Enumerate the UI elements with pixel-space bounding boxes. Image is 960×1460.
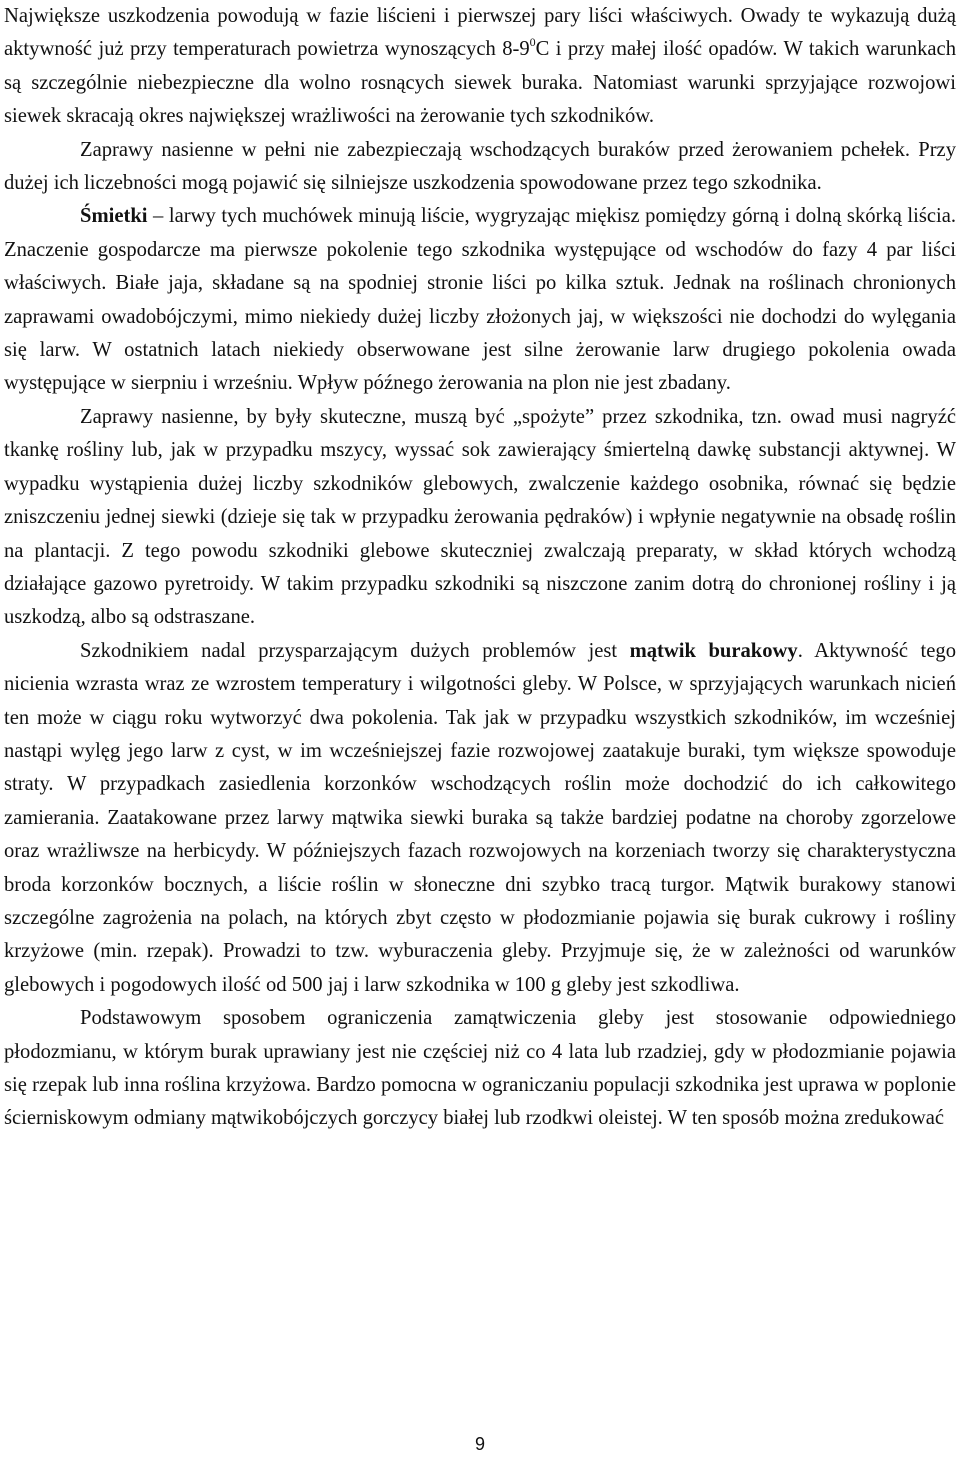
bold-term: Śmietki (80, 205, 148, 228)
bold-term: mątwik burakowy (629, 639, 798, 662)
text-segment: – larwy tych muchówek minują liście, wygryzając miękisz pomiędzy górną i dolną skórką liścia. Znaczenie gospodarcze ma pierwsze pokolenie tego szkodnika występujące od wschodów do fazy 4 par liści właściwych. Białe jaja, składane są na spodniej stronie liści po kilka sztuk. Jednak na roślinach chronionych zaprawami owadobójczymi, mimo niekiedy dużej liczby złożonych jaj, w większości nie dochodzi do wylęgania się larw. W ostatnich latach niekiedy obserwowane jest silne żerowanie larw drugiego pokolenia owada występujące w sierpniu i wrześniu. Wpływ późnego żerowania na plon nie jest zbadany. (4, 205, 956, 395)
body-text (4, 0, 956, 1136)
text-segment: . Aktywność tego nicienia wzrasta wraz ze wzrostem temperatury i wilgotności gleby. W Polsce, w sprzyjających warunkach nicień ten może w ciągu roku wytworzyć dwa pokolenia. Tak jak w przypadku wszystkich szkodników, im wcześniej nastąpi wylęg jego larw z cyst, w im wcześniejszej fazie rozwojowej zaatakuje buraki, tym większe spowoduje straty. W przypadkach zasiedlenia korzonków wschodzących roślin może dochodzić do ich całkowitego zamierania. Zaatakowane przez larwy mątwika siewki buraka są także bardziej podatne na choroby zgorzelowe oraz wrażliwsze na herbicydy. W późniejszych fazach rozwojowych na korzeniach tworzy się charakterystyczna broda korzonków bocznych, a liście roślin w słoneczne dni szybko tracą turgor. Mątwik burakowy stanowi szczególne zagrożenia na polach, na których zbyt często w płodozmianie pojawia się burak cukrowy i rośliny krzyżowe (min. rzepak). Prowadzi to tzw. wyburaczenia gleby. Przyjmuje się, że w zależności od warunków glebowych i pogodowych ilość od 500 jaj i larw szkodnika w 100 g gleby jest szkodliwa. (4, 639, 956, 996)
text-segment: C i przy małej ilość opadów. W takich warunkach są szczególnie niebezpieczne dla wolno rosnących siewek buraka. Natomiast warunki sprzyjające rozwojowi siewek skracają okres największej wrażliwości na żerowanie tych szkodników. (4, 38, 956, 128)
page-number: 9 (474, 1434, 485, 1454)
document-page (4, 0, 956, 1136)
text-segment: Zaprawy nasienne, by były skuteczne, muszą być „spożyte” przez szkodnika, tzn. owad musi nagryźć tkankę rośliny lub, jak w przypadku mszycy, wyssać sok zawierający śmiertelną dawkę substancji aktywnej. W wypadku wystąpienia dużej liczby szkodników glebowych, zwalczenie każdego osobnika, równać się będzie zniszczeniu jednej siewki (dzieje się tak w przypadku żerowania pędraków) i wpłynie negatywnie na obsadę roślin na plantacji. Z tego powodu szkodniki glebowe skuteczniej zwalczają preparaty, w skład których wchodzą działające gazowo pyretroidy. W takim przypadku szkodniki są niszczone zanim dotrą do chronionej rośliny i ją uszkodzą, albo są odstraszane. (4, 405, 956, 629)
text-segment: Podstawowym sposobem ograniczenia zamątwiczenia gleby jest stosowanie odpowiedniego płodozmianu, w którym burak uprawiany jest nie częściej niż co 4 lata lub rzadziej, gdy w płodozmianie pojawia się rzepak lub inna roślina krzyżowa. Bardzo pomocna w ograniczaniu populacji szkodnika jest uprawa w poplonie ścierniskowym odmiany mątwikobójczych gorczycy białej lub rzodkwi oleistej. W ten sposób można zredukować (4, 1007, 956, 1130)
paragraph-p3 (4, 200, 956, 400)
paragraph-p2 (4, 134, 956, 201)
text-segment: Największe uszkodzenia powodują w fazie liścieni i pierwszej pary liści właściwych. Owady te wykazują dużą aktywność już przy temperaturach powietrza wynoszących 8-9 (4, 5, 956, 61)
text-segment: Szkodnikiem nadal przysparzającym dużych problemów jest (80, 639, 630, 662)
paragraph-p6 (4, 1002, 956, 1136)
paragraph-p5 (4, 635, 956, 1002)
text-segment: Zaprawy nasienne w pełni nie zabezpieczają wschodzących buraków przed żerowaniem pchełek. Przy dużej ich liczebności mogą pojawić się silniejsze uszkodzenia spowodowane przez tego szkodnika. (4, 138, 956, 195)
paragraph-p4 (4, 401, 956, 635)
superscript: 0 (529, 35, 536, 50)
paragraph-p1 (4, 0, 956, 134)
